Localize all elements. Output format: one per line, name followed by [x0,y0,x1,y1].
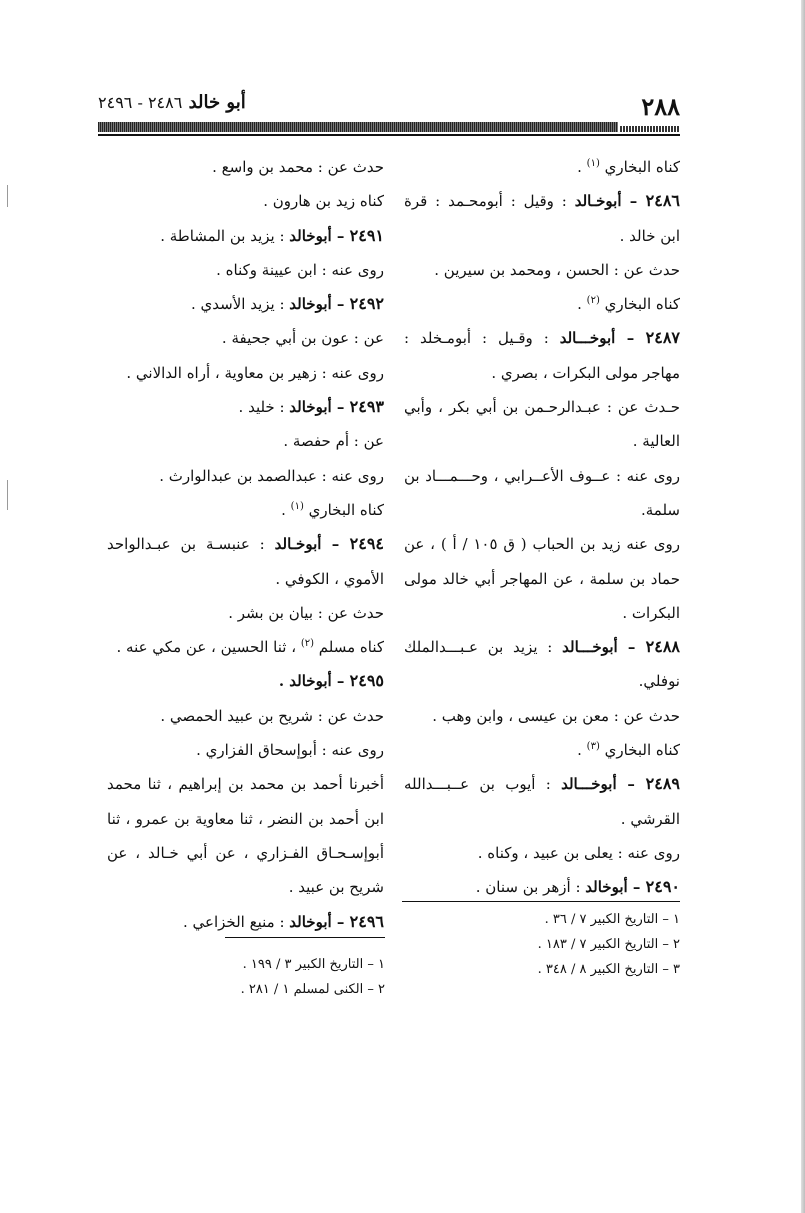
entry-heading: – أبوخالد [289,295,350,314]
entry-number: ٢٤٩٦ [349,911,384,931]
entry-number: ٢٤٩٠ [645,877,680,897]
footnote: ٢ – التاريخ الكبير ٧ / ١٨٣ . [537,937,680,952]
right-column-line [404,424,680,458]
right-column-line [404,219,680,253]
right-column-line [404,459,680,493]
line-text: كناه البخاري [599,158,680,176]
line-text: أبوإسـحـاق الفـزاري ، عن أبي خـالد ، عن [107,843,384,862]
line-text: سلمة. [640,500,680,519]
line-text: العالية . [632,432,680,451]
right-footnotes [538,907,680,982]
left-footnote-rule [225,937,385,938]
header-rule-thick [98,122,618,132]
running-title-name: أبو خالد [188,92,246,113]
line-text: : وقـيل : أبومـخلد : [404,329,560,348]
right-column-line [404,836,680,870]
line-text: : يزيد بن المشاطة . [160,226,290,245]
right-column-line [404,699,680,733]
entry-heading: – أبوخـــالد [559,329,646,348]
footnote-ref: (٢) [586,295,600,307]
line-text: . [577,295,587,314]
right-column-line [404,287,680,321]
line-text: : وقيل : أبومحـمد : قرة [404,192,575,211]
line-text: كناه البخاري [599,295,680,314]
entry-heading: – أبوخالد [289,398,350,417]
page-number: ٢٨٨ [641,92,680,121]
header-rule-thin [98,134,680,136]
running-title-range: ٢٤٨٦ - ٢٤٩٦ [98,93,183,112]
left-column-line [107,802,384,836]
line-text: كناه زيد بن هارون . [263,192,384,211]
right-column-line [404,802,680,836]
line-text: روى عنه : يعلى بن عبيد ، وكناه . [477,843,680,862]
line-text: : يزيد الأسدي . [190,295,290,314]
line-text: القرشي . [620,809,680,828]
left-footnotes [241,952,385,1002]
left-column-line [107,150,384,184]
right-column-line [404,630,680,664]
left-column-line [107,424,384,458]
entry-heading: – أبوخـــالد [562,638,646,657]
right-column-line [404,150,680,184]
line-text: : عنبسـة بن عبـدالواحد [107,535,275,554]
right-column-line [404,767,680,801]
footnote: ٢ – الكنى لمسلم ١ / ٢٨١ . [240,982,385,997]
line-text: . [577,741,587,760]
entry-number: ٢٤٨٧ [645,328,680,348]
left-column-line [107,870,384,904]
line-text: : أيوب بن عــبـــدالله [404,775,562,794]
scan-edge [801,0,805,1213]
right-column-line [404,321,680,355]
line-text: حدث عن : شريح بن عبيد الحمصي . [160,706,384,725]
right-column-line [404,253,680,287]
left-column-line [107,596,384,630]
entry-number: ٢٤٩٤ [349,534,384,554]
line-text: . [281,500,291,519]
page-header [98,92,680,120]
entry-number: ٢٤٨٩ [645,774,680,794]
line-text: حـدث عن : عبـدالرحـمن بن أبي بكر ، وأبي [404,398,680,417]
footnote-ref: (٣) [586,741,600,753]
entry-number: ٢٤٨٦ [645,191,680,211]
entry-heading: – أبوخالد [289,912,350,931]
line-text: عن : أم حفصة . [283,432,384,451]
entry-heading: – أبوخالد . [278,672,350,691]
entry-number: ٢٤٩٥ [349,671,384,691]
line-text: حدث عن : الحسن ، ومحمد بن سيرين . [434,260,680,279]
line-text: مهاجر مولى البكرات ، بصري . [491,363,680,382]
left-column-line [107,630,384,664]
entry-number: ٢٤٨٨ [645,637,680,657]
line-text: روى عنه : زهير بن معاوية ، أراه الدالاني . [126,363,384,382]
line-text: ابن خالد . [619,226,680,245]
line-text: : أزهر بن سنان . [475,878,586,897]
left-column-line [107,836,384,870]
scan-margin-mark [7,185,8,207]
entry-heading: – أبوخـالد [574,192,646,211]
header-flourish [620,126,680,132]
line-text: شريح بن عبيد . [288,878,384,897]
entry-number: ٢٤٩١ [349,225,384,245]
line-text: حدث عن : بيان بن بشر . [228,603,384,622]
line-text: روى عنه : ابن عيينة وكناه . [216,260,384,279]
right-column-line [404,664,680,698]
footnote-ref: (١) [586,158,600,169]
left-column [107,150,384,939]
right-column-line [404,596,680,630]
entry-number: ٢٤٩٣ [349,397,384,417]
line-text: روى عنه : عــوف الأعــرابي ، وحـــمـــاد بن [404,466,680,485]
line-text: أخبرنا أحمد بن محمد بن إبراهيم ، ثنا محمد [107,775,384,794]
right-column-line [404,562,680,596]
right-footnote-rule [402,901,680,902]
left-column-line [107,905,384,939]
line-text: . [577,158,587,176]
footnote: ٣ – التاريخ الكبير ٨ / ٣٤٨ . [537,962,680,977]
line-text: : يزيد بن عـبـــدالملك [404,638,563,657]
line-text: : خليد . [238,398,290,417]
left-column-line [107,356,384,390]
line-text: روى عنه : أبوإسحاق الفزاري . [196,741,384,760]
line-text: كناه البخاري [303,500,384,519]
left-column-line [107,459,384,493]
line-text: حماد بن سلمة ، عن المهاجر أبي خالد مولى [404,569,680,588]
left-column-line [107,767,384,801]
line-text: حدث عن : محمد بن واسع . [212,158,384,176]
right-column-line [404,390,680,424]
footnote-ref: (٢) [300,638,314,650]
left-column-line [107,493,384,527]
line-text: كناه البخاري [599,741,680,760]
entry-heading: – أبوخـــالد [561,775,646,794]
line-text: روى عنه : عبدالصمد بن عبدالوارث . [159,466,384,485]
left-column-line [107,321,384,355]
entry-number: ٢٤٩٢ [349,294,384,314]
line-text: كناه مسلم [314,638,384,657]
scan-margin-mark [7,480,8,510]
left-column-line [107,253,384,287]
right-column-line [404,733,680,767]
line-text: حدث عن : معن بن عيسى ، وابن وهب . [432,706,680,725]
line-text: روى عنه زيد بن الحباب ( ق ١٠٥ / أ ) ، عن [404,535,680,554]
left-column-line [107,390,384,424]
left-column-line [107,287,384,321]
footnote: ١ – التاريخ الكبير ٣ / ١٩٩ . [242,957,385,972]
left-column-line [107,184,384,218]
right-column [404,150,680,905]
left-column-line [107,219,384,253]
left-column-line [107,664,384,698]
right-column-line [404,870,680,904]
line-text: : منيع الخزاعي . [183,912,290,931]
running-title [98,92,246,113]
line-text: نوفلي. [638,672,680,691]
left-column-line [107,699,384,733]
right-column-line [404,356,680,390]
left-column-line [107,733,384,767]
left-column-line [107,562,384,596]
entry-heading: – أبوخالد [289,226,350,245]
right-column-line [404,184,680,218]
line-text: ابن أحمد بن النضر ، ثنا معاوية بن عمرو ، ثنا [107,809,384,828]
entry-heading: – أبوخالد [585,878,646,897]
left-column-line [107,527,384,561]
line-text: ، ثنا الحسين ، عن مكي عنه . [116,638,301,657]
entry-heading: – أبوخـالد [274,535,350,554]
footnote-ref: (١) [290,500,304,512]
footnote: ١ – التاريخ الكبير ٧ / ٣٦ . [544,912,680,927]
line-text: البكرات . [622,603,680,622]
right-column-line [404,493,680,527]
right-column-line [404,527,680,561]
line-text: الأموي ، الكوفي . [275,569,384,588]
line-text: عن : عون بن أبي جحيفة . [221,329,384,348]
